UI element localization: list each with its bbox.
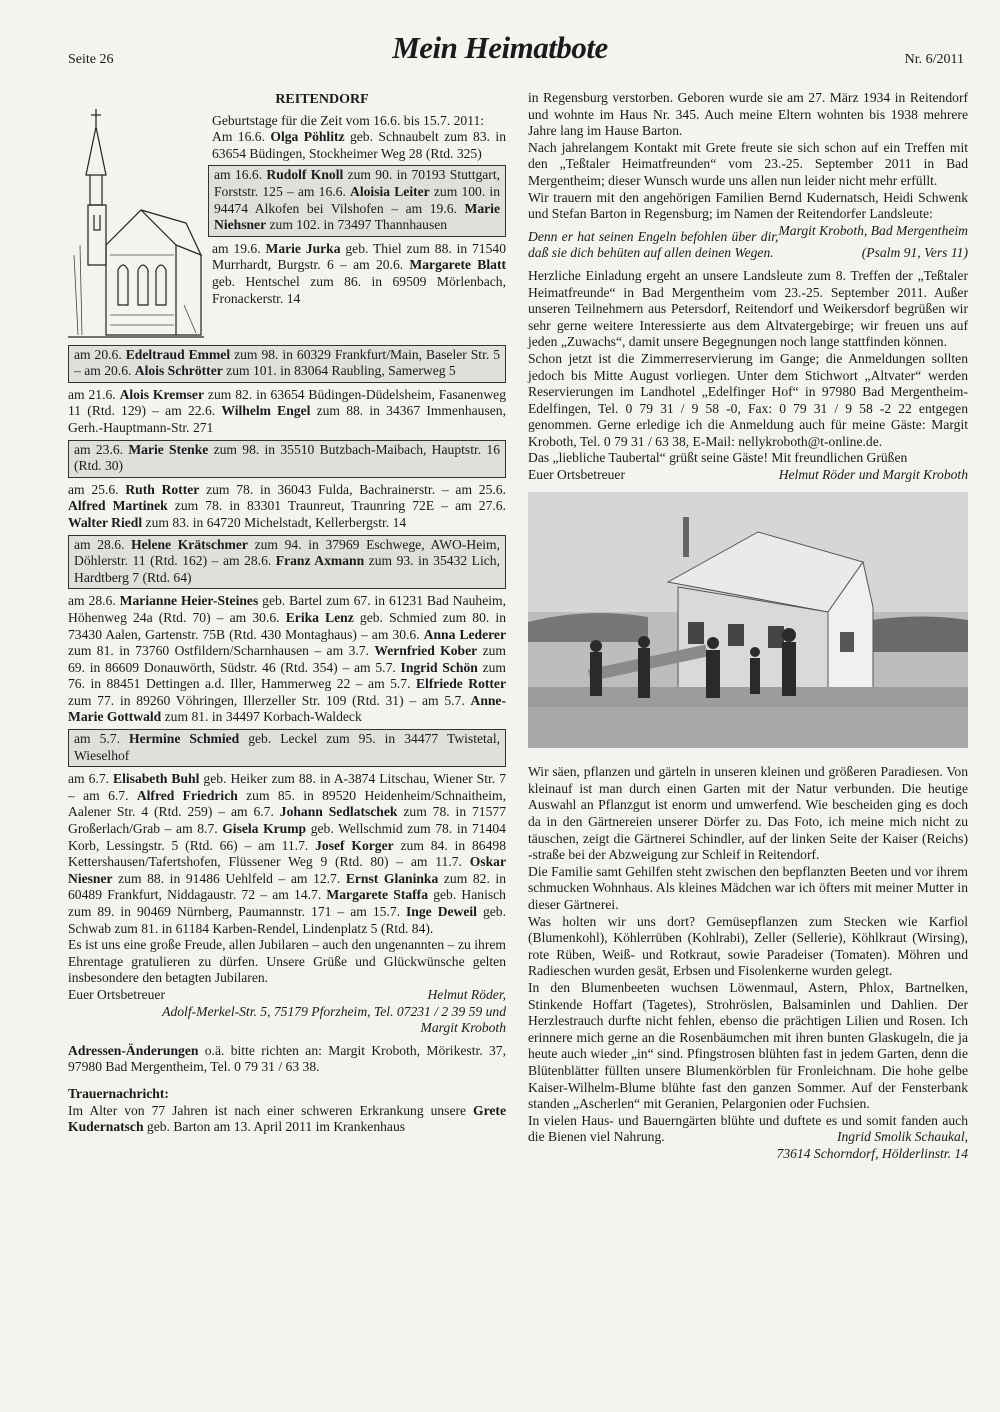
signature-name: Margit Kroboth [420,1020,506,1036]
intro-paragraph: Geburtstage für die Zeit vom 16.6. bis 15.7. 2011: Am 16.6. Olga Pöhlitz geb. Schnaubelt zum 83. in 63654 Büdingen, Stockheimer Weg 28 (Rtd. 325) [212,112,507,161]
signature-address: Adolf-Merkel-Str. 5, 75179 Pforzheim, Tel. 07231 / 2 39 59 und [162,1003,506,1019]
highlight-box: am 23.6. Marie Stenke zum 98. in 35510 Butzbach-Maibach, Hauptstr. 16 (Rtd. 30) [68,440,506,478]
invitation-paragraph: Herzliche Einladung ergeht an unsere Landsleute zum 8. Treffen der „Teßtaler Heimatfreunde“ in Bad Mergentheim vom 23.-25. September 2011. Außer unseren Teilnehmern aus Petersdorf, Reitendorf und Weikersdorf begrüßen wir sehr gerne weitere Interessierte aus dem Altvatergebirge; wir freuen uns auf jeden „Zuwachs“, damit unsere Begegnungen noch lange stattfinden können. [528,267,968,350]
church-illustration [66,105,206,345]
birthday-paragraph: am 28.6. Marianne Heier-Steines geb. Bartel zum 67. in 61231 Bad Nauheim, Höhenweg 24a (Rtd. 70) – am 30.6. Erika Lenz geb. Schmied zum 80. in 73430 Aalen, Gartenstr. 75B (Rtd. 430 Montaghaus) – am 30.6. Anna Lederer zum 81. in 73760 Ostfildern/Scharnhausen – am 3.7. Wernfried Kober zum 69. in 86609 Donauwörth, Südstr. 46 (Rtd. 354) – am 5.7. Ingrid Schön zum 76. in 88451 Dettingen a.d. Iller, Hammerweg 22 – am 5.7. Elfriede Rotter zum 77. in 89260 Vöhringen, Illerzeller Str. 109 (Rtd. 31) – am 5.7. Anne-Marie Gottwald zum 81. in 34497 Korbach-Waldeck [68,593,507,725]
garden-paragraph: In den Blumenbeeten wuchsen Löwenmaul, Astern, Phlox, Bartnelken, Stinkende Hoffart (Tagetes), Strohröslen, Balsaminlen und Dahlien. Der Herzlestrauch durfte nicht fehlen, ebenso die prächtigen Lilien und Rosen. Ich erinnere mich gerne an die Rosenbäumchen mit ihren bunten Glaskugeln, die ja heute auch wieder „in“ sind. Pfingstrosen blühten fast in jedem Garten, denn die Blütenblätter füllten unsere Blumenkörblen für Fronleichnam. Die hohe gelbe Kaiser-Wilhelm-Blume blühte fast den ganzen Sommer. Auf der Fensterbank standen „Ascherlen“ mit Geranien, Pelargonien oder Fuchsien. [528,979,968,1112]
birthday-paragraph: am 25.6. Ruth Rotter zum 78. in 36043 Fulda, Bachrainerstr. – am 25.6. Alfred Martinek zum 78. in 83301 Traunreut, Traunring 72E – am 27.6. Walter Riedl zum 83. in 64720 Michelstadt, Kellerbergstr. 14 [68,481,506,530]
left-column [68,92,506,1136]
mourning-paragraph: Im Alter von 77 Jahren ist nach einer schweren Erkrankung unsere Grete Kudernatsch geb. Barton am 13. April 2011 im Krankenhaus [68,1102,506,1135]
page-number: Seite 26 [68,52,114,67]
signature: Euer Ortsbetreuer Helmut Röder, [68,986,506,1002]
psalm-quote: Denn er hat seinen Engeln befohlen über dir, daß sie dich behüten auf allen deinen Wegen. (Psalm 91, Vers 11) [528,228,968,261]
obituary-paragraph: in Regensburg verstorben. Geboren wurde sie am 27. März 1934 in Reitendorf und wohnte im Haus Nr. 345. Auch meine Eltern wohnten bis 1938 mehrere Jahre lang im Hause Barton. [528,90,968,139]
garden-paragraph: Was holten wir uns dort? Gemüsepflanzen zum Stecken wie Karfiol (Blumenkohl), Köhlerrüben (Kohlrabi), Zeller (Sellerie), Köhlkraut (Wirsing), rote Rüben, Weiß- und Rotkraut, sowie Paradeiser (Tomaten). Möhren und Radieschen wurden gesät, Erbsen und Fisolenkerne wurden gelegt. [528,913,968,979]
highlight-box: am 16.6. Rudolf Knoll zum 90. in 70193 Stuttgart, Forststr. 125 – am 16.6. Aloisia Leiter zum 100. in 94474 Alkofen bei Vilshofen – am 19.6. Marie Niehsner zum 102. in 73497 Thannhausen [208,165,506,236]
reservation-paragraph: Schon jetzt ist die Zimmerreservierung im Gange; die Anmeldungen sollten jedoch bis Mitte August vorliegen. Unter dem Stichwort „Altvater“ werden Reservierungen im Landhotel „Edelfinger Hof“ in 97980 Bad Mergentheim-Edelfingen, Tel. 0 79 31 / 9 58 -0, Fax: 0 79 31 / 9 58 -2 22 entgegen genommen. Gerne erledige ich die Anmeldung auch für meine Gäste: Margit Kroboth, Tel. 0 79 31 / 63 38, E-Mail: nellykroboth@t-online.de. [528,350,968,449]
mourning-title: Trauernachricht: [68,1085,169,1101]
birthday-paragraph: am 21.6. Alois Kremser zum 82. in 63654 Büdingen-Düdelsheim, Fasanenweg 11 (Rtd. 129) – am 22.6. Wilhelm Engel zum 88. in 34367 Immenhausen, Gerh.-Hauptmann-Str. 271 [68,386,506,435]
congrats-paragraph: Es ist uns eine große Freude, allen Jubilaren – auch den ungenannten – zu ihrem Ehrentage gratulieren zu dürfen. Unsere Grüße und Glückwünsche gelten insbesondere den betagten Jubilaren. [68,937,506,986]
obituary-paragraph: Nach jahrelangem Kontakt mit Grete freute sie sich schon auf ein Treffen mit den „Teßtaler Heimatfreunden“ vom 23.-25. September 2011 in Bad Mergentheim; dieser Wunsch wurde uns allen nun leider nicht mehr erfüllt. [528,139,968,188]
masthead-title: Mein Heimatbote [392,30,608,65]
highlight-box: am 5.7. Hermine Schmied geb. Leckel zum 95. in 34477 Twistetal, Wieselhof [68,729,506,767]
garden-paragraph: Wir säen, pflanzen und gärteln in unseren kleinen und größeren Paradiesen. Von kleinauf ist man durch einen Garten mit der Natur verbunden. Die heutige Auswahl an Pflanzgut ist enorm und umwerfend. Wie bescheiden ging es doch da in den Gärtnereien unserer Dörfer zu. Das Foto, ich meine mich nicht zu täuschen, zeigt die Gärtnerei Schindler, auf der linken Seite der Kaiser (Reichs) -straße bei der Abzweigung zur Schleif in Reitendorf. [528,764,968,863]
garden-paragraph: In vielen Haus- und Bauerngärten blühte und duftete es und somit fanden auch die Bienen viel Nahrung. Ingrid Smolik Schaukal, [528,1112,968,1145]
birthday-paragraph: am 6.7. Elisabeth Buhl geb. Heiker zum 88. in A-3874 Litschau, Wiener Str. 7 – am 6.7. Alfred Friedrich zum 85. in 89520 Heidenheim/Schnaitheim, Aalener Str. 4 (Rtd. 259) – am 6.7. Johann Sedlatschek zum 78. in 71577 Großerlach/Grab – am 8.7. Gisela Krump geb. Wellschmid zum 78. in 71404 Korb, Lessingstr. 5 (Rtd. 66) – am 11.7. Josef Korger zum 84. in 86498 Kettershausen/Tafertshofen, Flüssener Weg 9 (Rtd. 80) – am 11.7. Oskar Niesner zum 88. in 91486 Uehlfeld – am 12.7. Ernst Glaninka zum 82. in 60489 Frankfurt, Niddagaustr. 72 – am 14.7. Margarete Staffa geb. Hanisch zum 89. in 90469 Nürnberg, Paumannstr. 171 – am 15.7. Inge Deweil geb. Schwab zum 81. in 61184 Karben-Rendel, Lindenplatz 5 (Rtd. 84). [68,771,507,936]
author-address: 73614 Schorndorf, Hölderlinstr. 14 [776,1145,968,1161]
obituary-paragraph: Wir trauern mit den angehörigen Familien Bernd Kudernatsch, Heidi Schwenk und Stefan Barton in Regensburg; im Namen der Reitendorfer Landsleute: Margit Kroboth, Bad Mergentheim [528,189,968,238]
garden-paragraph: Die Familie samt Gehilfen steht zwischen den bepflanzten Beeten und vor ihrem schmucken Wohnhaus. Als kleines Mädchen war ich öfters mit meiner Mutter in dieser Gärtnerei. [528,863,968,912]
birthday-paragraph: am 19.6. Marie Jurka geb. Thiel zum 88. in 71540 Murrhardt, Burgstr. 6 – am 20.6. Margarete Blatt geb. Hentschel zum 86. in 69509 Mörlenbach, Fronackerstr. 14 [212,240,506,306]
highlight-box: am 28.6. Helene Krätschmer zum 94. in 37969 Eschwege, AWO-Heim, Döhlerstr. 11 (Rtd. 162) – am 28.6. Franz Axmann zum 93. in 35432 Lich, Hardtberg 7 (Rtd. 64) [68,535,506,590]
nursery-photo [528,492,968,748]
section-title: REITENDORF [275,92,369,107]
greeting-paragraph: Das „liebliche Taubertal“ grüßt seine Gäste! Mit freundlichen Grüßen [528,450,908,466]
right-column [528,90,968,1163]
address-change-note: Adressen-Änderungen o.ä. bitte richten an: Margit Kroboth, Mörikestr. 37, 97980 Bad Mergentheim, Tel. 0 79 31 / 63 38. [68,1042,506,1075]
highlight-box: am 20.6. Edeltraud Emmel zum 98. in 60329 Frankfurt/Main, Baseler Str. 5 – am 20.6. Alois Schrötter zum 101. in 83064 Raubling, Samerweg 5 [68,345,506,383]
signature: Euer Ortsbetreuer Helmut Röder und Margit Kroboth [528,467,968,483]
issue-number: Nr. 6/2011 [904,52,964,67]
